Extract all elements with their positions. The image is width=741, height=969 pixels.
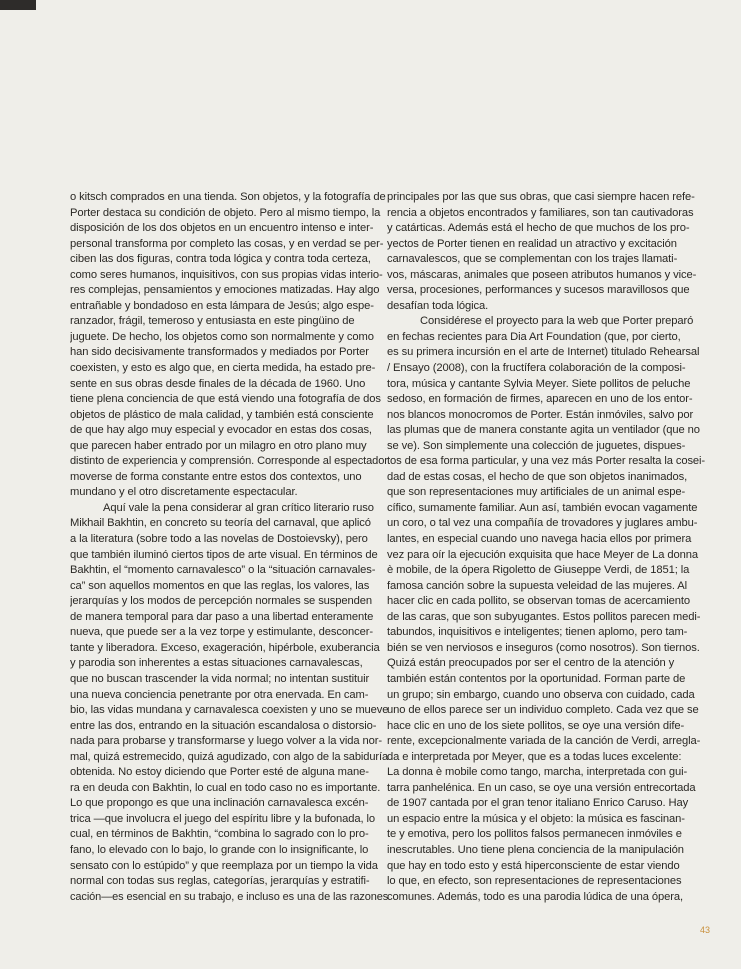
text-line: también están contentos por la oportunidad. Forman parte de	[387, 672, 686, 685]
left-text-column	[70, 190, 388, 905]
text-line: lantes, en especial cuando uno navega hacia ellos por primera	[387, 533, 692, 546]
text-line: / Ensayo (2008), con la fructífera colaboración de la composi-	[387, 362, 686, 375]
right-text-column	[387, 190, 705, 905]
text-line: vez para oír la ejecución exquisita que hace Meyer de La donna	[387, 548, 698, 561]
text-line: Porter destaca su condición de objeto. Pero al mismo tiempo, la	[70, 206, 381, 219]
text-line: coexisten, y esto es algo que, en cierta medida, ha estado pre-	[70, 362, 376, 375]
text-line: normal con todas sus reglas, categorías, jerarquías y estratifi-	[70, 875, 370, 888]
text-line: Quizá están preocupados por ser el centro de la atención y	[387, 657, 675, 670]
text-line: inescrutables. Uno tiene plena conciencia de la manipulación	[387, 843, 684, 856]
text-line: de 1907 cantada por el gran tenor italiano Enrico Caruso. Hay	[387, 797, 689, 810]
text-line: o kitsch comprados en una tienda. Son objetos, y la fotografía de	[70, 191, 386, 203]
text-line: que también iluminó ciertos tipos de arte visual. En términos de	[70, 548, 378, 561]
text-line: nueva, que puede ser a la vez torpe y estimulante, desconcer-	[70, 626, 373, 639]
text-line: da e interpretada por Meyer, que es a todas luces excelente:	[387, 750, 682, 763]
text-line: hace clic en uno de los siete pollitos, se oye una versión dife-	[387, 719, 685, 732]
text-line: yectos de Porter tienen en realidad un atractivo y excitación	[387, 237, 677, 250]
text-line: sente en sus obras desde finales de la década de 1960. Uno	[70, 377, 366, 390]
text-line: cual, en términos de Bakhtin, “combina lo sagrado con lo pro-	[70, 828, 369, 841]
text-line: è mobile, de la ópera Rigoletto de Giuseppe Verdi, de 1851; la	[387, 564, 690, 577]
text-line: de que hay algo muy especial y evocador en estas dos cosas,	[70, 424, 372, 437]
text-line: Bakhtin, el “momento carnavalesco” o la “situación carnavales-	[70, 564, 376, 577]
text-line: cífico, sumamente familiar. Aun así, también evocan vagamente	[387, 501, 698, 514]
text-line: objetos de plástico de mala calidad, y también está consciente	[70, 408, 374, 421]
text-line: tante y liberadora. Exceso, exageración, hipérbole, exuberancia	[70, 641, 380, 654]
text-line: que son representaciones muy artificiales de un animal espe-	[387, 486, 686, 499]
corner-mark	[0, 0, 36, 10]
text-line: las plumas que de manera constante agita un ventilador (que no	[387, 424, 700, 437]
text-line: entrañable y bondadoso en esta lámpara de Jesús; algo espe-	[70, 299, 374, 312]
text-line: rente, excepcionalmente variada de la canción de Verdi, arregla-	[387, 735, 701, 748]
text-line: nos blancos monocromos de Porter. Están inmóviles, salvo por	[387, 408, 694, 421]
text-line: un espacio entre la música y el objeto: la música es fascinan-	[387, 812, 685, 825]
text-line: y catárticas. Además está el hecho de que muchos de los pro-	[387, 222, 690, 235]
text-line: juguete. De hecho, los objetos como son normalmente y como	[70, 330, 374, 343]
text-line: bién se ven nerviosos e inseguros (como nosotros). Son tiernos.	[387, 641, 700, 654]
text-line: Considérese el proyecto para la web que Porter preparó	[420, 315, 694, 328]
text-line: sensato con lo estúpido” y que reemplaza por un tiempo la vida	[70, 859, 378, 872]
text-line: res complejas, pensamientos y emociones matizadas. Hay algo	[70, 284, 380, 297]
text-line: lo que, en efecto, son representaciones de representaciones	[387, 875, 682, 888]
text-line: famosa canción sobre la supuesta veleidad de las mujeres. Al	[387, 579, 687, 592]
text-line: como seres humanos, inquisitivos, con sus propias vidas interio-	[70, 268, 383, 281]
text-line: comunes. Además, todo es una parodia lúdica de una ópera,	[387, 890, 683, 903]
text-line: en fechas recientes para Dia Art Foundation (que, por cierto,	[387, 330, 681, 343]
text-line: Aquí vale la pena considerar al gran crítico literario ruso	[103, 501, 374, 514]
text-line: personal transforma por completo las cosas, y en verdad se per-	[70, 237, 384, 250]
text-line: tora, música y cantante Sylvia Meyer. Siete pollitos de peluche	[387, 377, 691, 390]
text-line: hacer clic en cada pollito, se observan tomas de acercamiento	[387, 595, 690, 608]
text-line: carnavalescos, que se complementan con los trajes llamati-	[387, 253, 678, 266]
text-line: entre las dos, entrando en la situación escandalosa o distorsio-	[70, 719, 377, 732]
text-line: han sido decisivamente transformados y mediados por Porter	[70, 346, 369, 359]
text-line: un grupo; sin embargo, cuando uno observa con cuidado, cada	[387, 688, 695, 701]
text-line: versa, procesiones, performances y sucesos maravillosos que	[387, 284, 690, 297]
text-line: ca” son aquellos momentos en que las reglas, los valores, las	[70, 579, 370, 592]
text-line: Mikhail Bakhtin, en concreto su teoría del carnaval, que aplicó	[70, 517, 371, 530]
text-line: ciben las dos figuras, contra toda lógica y contra toda certeza,	[70, 253, 371, 266]
text-line: de las caras, que son subyugantes. Estos pollitos parecen medi-	[387, 610, 701, 623]
text-line: mundano y el otro discretamente espectacular.	[70, 486, 298, 499]
page-number: 43	[700, 925, 711, 935]
text-line: tiene plena conciencia de que está viendo una fotografía de dos	[70, 393, 381, 406]
text-line: se ve). Son simplemente una colección de juguetes, dispues-	[387, 439, 686, 452]
text-line: trica —que involucra el juego del espíritu libre y la bufonada, lo	[70, 812, 375, 825]
text-line: que no buscan trascender la vida normal; no intentan sustituir	[70, 672, 370, 685]
text-line: vos, máscaras, animales que poseen atributos humanos y vice-	[387, 268, 697, 281]
text-line: obtenida. No estoy diciendo que Porter esté de alguna mane-	[70, 766, 369, 779]
text-line: tabundos, inquisitivos e inteligentes; tienen aplomo, pero tam-	[387, 626, 688, 639]
text-line: moverse de forma constante entre estos dos contextos, uno	[70, 470, 362, 483]
text-line: disposición de los dos objetos en un encuentro intenso e inter-	[70, 222, 374, 235]
text-line: un coro, o tal vez una compañía de trovadores y juglares ambu-	[387, 517, 698, 530]
text-line: tarra panhelénica. En un caso, se oye una versión entrecortada	[387, 781, 696, 794]
text-line: distinto de experiencia y comprensión. Corresponde al espectador	[70, 455, 388, 468]
text-line: fano, lo elevado con lo bajo, lo grande con lo insignificante, lo	[70, 843, 369, 856]
text-line: ranzador, frágil, temeroso y entusiasta en este pingüino de	[70, 315, 355, 328]
text-line: tos de esa forma particular, y una vez más Porter resalta la cosei-	[387, 455, 705, 468]
text-line: rencia a objetos encontrados y familiares, son tan cautivadoras	[387, 206, 694, 219]
text-line: es su primera incursión en el arte de Internet) titulado Rehearsal	[387, 346, 700, 359]
text-line: sedoso, en formación de firmes, aparecen en uno de los entor-	[387, 393, 693, 406]
text-line: uno de ellos parece ser un individuo completo. Cada vez que se	[387, 704, 699, 717]
text-line: mal, quizá estremecido, quizá agudizado, con algo de la sabiduría	[70, 750, 388, 763]
text-line: y parodia son inherentes a estas situaciones carnavalescas,	[70, 657, 363, 670]
text-line: que parecen haber entrado por un milagro en otro plano muy	[70, 439, 367, 452]
text-line: cación—es esencial en su trabajo, e incluso es una de las razones	[70, 890, 388, 903]
text-line: bio, las vidas mundana y carnavalesca coexisten y uno se mueve	[70, 704, 388, 717]
text-line: que hay en todo esto y está hiperconsciente de estar viendo	[387, 859, 680, 872]
text-line: dad de estas cosas, el hecho de que son objetos inanimados,	[387, 470, 688, 483]
text-line: La donna è mobile como tango, marcha, interpretada con gui-	[387, 766, 688, 779]
text-line: Lo que propongo es que una inclinación carnavalesca excén-	[70, 797, 369, 810]
text-line: a la literatura (sobre todo a las novelas de Dostoievsky), pero	[70, 533, 368, 546]
text-line: ra en deuda con Bakhtin, lo cual en todo caso no es importante.	[70, 781, 381, 794]
text-line: de manera temporal para dar paso a una libertad enteramente	[70, 610, 374, 623]
text-line: jerarquías y los modos de percepción normales se suspenden	[70, 595, 373, 608]
text-line: nada para probarse y transformarse y luego volver a la vida nor-	[70, 735, 382, 748]
text-line: te y emotiva, pero los pollitos falsos permanecen inmóviles e	[387, 828, 682, 841]
text-line: desafían toda lógica.	[387, 299, 489, 312]
text-line: una nueva conciencia penetrante por otra enervada. En cam-	[70, 688, 369, 701]
text-line: principales por las que sus obras, que casi siempre hacen refe-	[387, 191, 695, 203]
